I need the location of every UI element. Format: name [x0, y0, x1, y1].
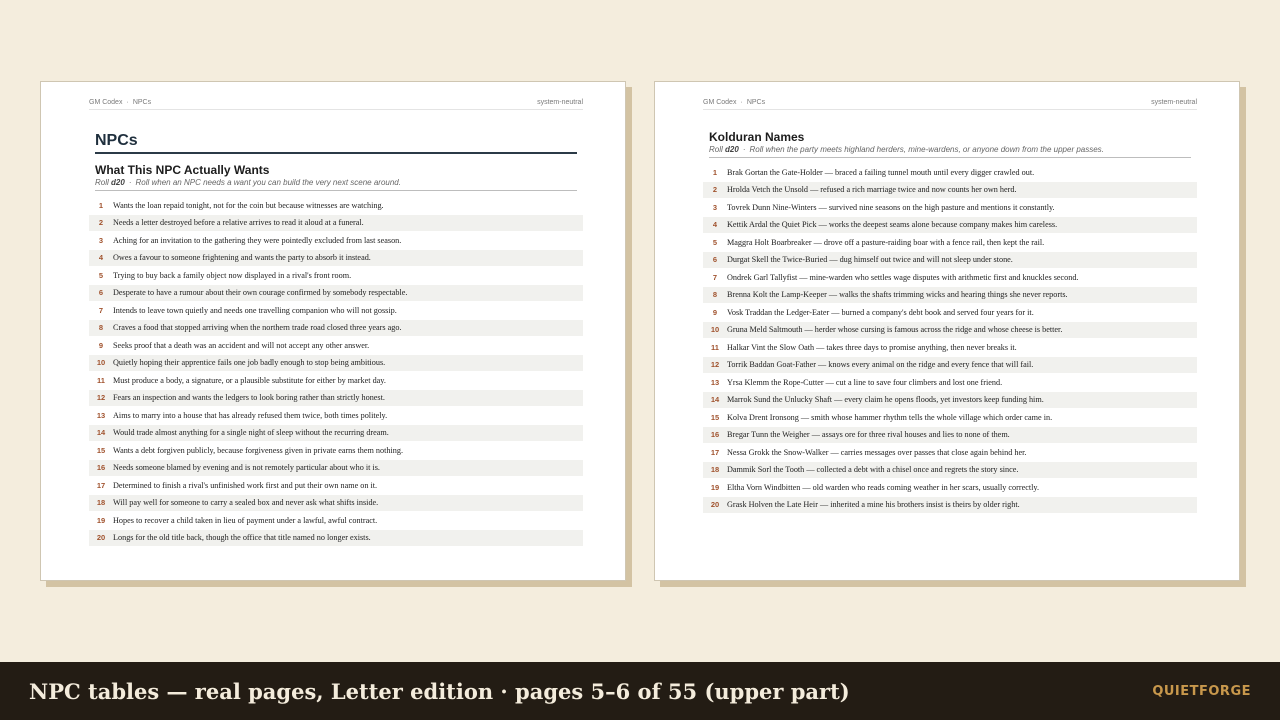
row-text: Kettik Ardal the Quiet Pick — works the deepest seams alone because company makes him careless. [727, 220, 1058, 230]
row-text: Nessa Grokk the Snow-Walker — carries messages over passes that close again behind her. [727, 447, 1027, 457]
row-number: 6 [712, 255, 718, 265]
table-row [703, 182, 1197, 200]
running-head-section: NPCs [132, 99, 152, 106]
row-number: 3 [712, 202, 718, 212]
row-number: 17 [710, 447, 720, 457]
table-row [89, 232, 583, 250]
row-text: Longs for the old title back, though the office that title named no longer exists. [113, 533, 371, 543]
row-number: 4 [712, 220, 718, 230]
table-row [703, 479, 1197, 497]
row-number: 15 [710, 412, 720, 422]
row-text: Must produce a body, a signature, or a plausible substitute for either by market day. [113, 375, 386, 385]
row-number: 9 [98, 340, 104, 350]
table-row [89, 460, 583, 478]
left-running-head [89, 99, 583, 110]
table-row [703, 217, 1197, 235]
row-number: 1 [712, 167, 718, 177]
row-text: Would trade almost anything for a single night of sleep without the recurring dream. [113, 428, 389, 438]
table-row [89, 197, 583, 215]
row-text: Wants a debt forgiven publicly, because forgiveness given in private earns them nothing. [113, 445, 403, 455]
running-head-tag: system-neutral [1151, 99, 1197, 106]
table-row [89, 355, 583, 373]
left-page [40, 81, 626, 581]
row-text: Brenna Kolt the Lamp-Keeper — walks the shafts trimming wicks and hearing things she never reports. [727, 290, 1068, 300]
die-label: d20 [725, 145, 739, 154]
caption-text: NPC tables — real pages, Letter edition · pages 5–6 of 55 (upper part) [29, 678, 850, 704]
table-row [703, 252, 1197, 270]
row-number: 12 [96, 393, 106, 403]
die-label: d20 [111, 178, 125, 187]
right-running-head [703, 99, 1197, 110]
row-number: 18 [96, 498, 106, 508]
row-text: Wants the loan repaid tonight, not for the coin but because witnesses are watching. [113, 200, 384, 210]
table-row [89, 337, 583, 355]
table-row [703, 392, 1197, 410]
row-text: Kolva Drent Ironsong — smith whose hammer rhythm tells the whole village which order came in. [727, 412, 1053, 422]
row-number: 1 [98, 200, 104, 210]
row-number: 12 [710, 360, 720, 370]
row-number: 16 [96, 463, 106, 473]
row-number: 11 [97, 375, 105, 385]
row-number: 11 [711, 342, 719, 352]
row-number: 18 [710, 465, 720, 475]
table-row [703, 322, 1197, 340]
row-number: 4 [98, 253, 104, 263]
table-row [703, 269, 1197, 287]
table-row [703, 234, 1197, 252]
row-text: Yrsa Klemm the Rope-Cutter — cut a line to save four climbers and lost one friend. [727, 377, 1003, 387]
row-number: 9 [712, 307, 718, 317]
table-row [703, 497, 1197, 515]
table-row [89, 512, 583, 530]
row-number: 3 [98, 235, 104, 245]
roll-label: Roll [709, 145, 723, 154]
table-row [89, 267, 583, 285]
row-number: 14 [96, 428, 106, 438]
table-row [89, 425, 583, 443]
row-text: Aching for an invitation to the gathering they were pointedly excluded from last season. [113, 235, 402, 245]
row-text: Maggra Holt Boarbreaker — drove off a pasture-raiding boar with a fence rail, then kept the rail. [727, 237, 1045, 247]
left-table-rows [89, 197, 583, 547]
row-text: Tovrek Dunn Nine-Winters — survived nine seasons on the high pasture and mentions it constantly. [727, 202, 1055, 212]
row-text: Hrolda Vetch the Unsold — refused a rich marriage twice and now counts her own herd. [727, 185, 1017, 195]
table-row [703, 304, 1197, 322]
left-table-title: What This NPC Actually Wants [95, 163, 270, 177]
row-number: 2 [712, 185, 718, 195]
row-text: Bregar Tunn the Weigher — assays ore for three rival houses and lies to none of them. [727, 430, 1010, 440]
row-text: Intends to leave town quietly and needs one travelling companion who will not gossip. [113, 305, 397, 315]
row-number: 8 [98, 323, 104, 333]
row-text: Desperate to have a rumour about their own courage confirmed by somebody respectable. [113, 288, 408, 298]
row-text: Owes a favour to someone frightening and wants the party to absorb it instead. [113, 253, 371, 263]
brand-logo: QUIETFORGE [1152, 683, 1251, 699]
table-row [703, 462, 1197, 480]
table-row [89, 320, 583, 338]
table-row [89, 442, 583, 460]
table-row [89, 477, 583, 495]
row-number: 17 [96, 480, 106, 490]
instruction-text: Roll when an NPC needs a want you can build the very next scene around. [135, 178, 401, 187]
table-row [703, 444, 1197, 462]
row-text: Durgat Skell the Twice-Buried — dug himself out twice and will not sleep under stone. [727, 255, 1013, 265]
row-text: Aims to marry into a house that has already refused them twice, both times politely. [113, 410, 388, 420]
chapter-title: NPCs [95, 132, 577, 154]
running-head-book: GM Codex [89, 99, 123, 106]
table-row [89, 285, 583, 303]
row-text: Grask Holven the Late Heir — inherited a mine his brothers insist is theirs by older right. [727, 500, 1020, 510]
row-number: 10 [710, 325, 720, 335]
table-row [89, 215, 583, 233]
right-table-title: Kolduran Names [709, 130, 805, 144]
table-row [89, 530, 583, 548]
row-text: Determined to finish a rival's unfinished work first and put their own name on it. [113, 480, 378, 490]
running-head-section: NPCs [746, 99, 766, 106]
table-row [89, 302, 583, 320]
right-page [654, 81, 1240, 581]
row-number: 16 [710, 430, 720, 440]
table-row [89, 372, 583, 390]
row-text: Fears an inspection and wants the ledgers to look boring rather than strictly honest. [113, 393, 385, 403]
row-number: 13 [710, 377, 720, 387]
row-number: 20 [710, 500, 720, 510]
table-row [703, 164, 1197, 182]
row-text: Seeks proof that a death was an accident and will not accept any other answer. [113, 340, 370, 350]
row-number: 2 [98, 218, 104, 228]
table-row [703, 409, 1197, 427]
table-row [703, 287, 1197, 305]
right-table-rows [703, 164, 1197, 514]
row-number: 14 [710, 395, 720, 405]
row-number: 20 [96, 533, 106, 543]
running-head-book: GM Codex [703, 99, 737, 106]
table-row [703, 374, 1197, 392]
row-text: Dammik Sorl the Tooth — collected a debt with a chisel once and regrets the story since. [727, 465, 1019, 475]
left-table-instruction: Roll d20 · Roll when an NPC needs a want you can build the very next scene around. [95, 178, 577, 191]
table-row [89, 495, 583, 513]
row-text: Torrik Baddan Goat-Father — knows every animal on the ridge and every fence that will fail. [727, 360, 1034, 370]
row-number: 19 [710, 482, 720, 492]
caption-bar [0, 662, 1280, 720]
row-text: Needs someone blamed by evening and is not remotely particular about who it is. [113, 463, 380, 473]
running-head-tag: system-neutral [537, 99, 583, 106]
table-row [703, 357, 1197, 375]
table-row [703, 427, 1197, 445]
row-number: 5 [98, 270, 104, 280]
row-text: Craves a food that stopped arriving when the northern trade road closed three years ago. [113, 323, 402, 333]
row-number: 15 [96, 445, 106, 455]
right-table-instruction: Roll d20 · Roll when the party meets highland herders, mine-wardens, or anyone down from the upper passes. [709, 145, 1191, 158]
roll-label: Roll [95, 178, 109, 187]
row-text: Marrok Sund the Unlucky Shaft — every claim he opens floods, yet investors keep funding him. [727, 395, 1044, 405]
running-head-breadcrumb: GM Codex · NPCs [703, 99, 766, 106]
row-number: 13 [96, 410, 106, 420]
row-text: Eltha Vorn Windbitten — old warden who reads coming weather in her scars, usually correctly. [727, 482, 1039, 492]
row-text: Vosk Traddan the Ledger-Eater — burned a company's debt book and served four years for it. [727, 307, 1034, 317]
row-text: Hopes to recover a child taken in lieu of payment under a lawful, awful contract. [113, 515, 378, 525]
row-number: 8 [712, 290, 718, 300]
row-number: 19 [96, 515, 106, 525]
row-text: Trying to buy back a family object now displayed in a rival's front room. [113, 270, 352, 280]
instruction-text: Roll when the party meets highland herders, mine-wardens, or anyone down from the upper passes. [749, 145, 1104, 154]
table-row [703, 199, 1197, 217]
row-text: Quietly hoping their apprentice fails one job badly enough to stop being ambitious. [113, 358, 386, 368]
table-row [89, 407, 583, 425]
row-number: 7 [712, 272, 718, 282]
row-text: Needs a letter destroyed before a relative arrives to read it aloud at a funeral. [113, 218, 364, 228]
row-text: Ondrek Garl Tallyfist — mine-warden who settles wage disputes with arithmetic first and knuckles second. [727, 272, 1079, 282]
row-text: Brak Gortan the Gate-Holder — braced a failing tunnel mouth until every digger crawled out. [727, 167, 1035, 177]
row-text: Gruna Meld Saltmouth — herder whose cursing is famous across the ridge and whose cheese is better. [727, 325, 1063, 335]
row-text: Will pay well for someone to carry a sealed box and never ask what shifts inside. [113, 498, 379, 508]
row-number: 5 [712, 237, 718, 247]
row-number: 6 [98, 288, 104, 298]
table-row [89, 250, 583, 268]
row-number: 7 [98, 305, 104, 315]
table-row [703, 339, 1197, 357]
row-text: Halkar Vint the Slow Oath — takes three days to promise anything, then never breaks it. [727, 342, 1017, 352]
running-head-breadcrumb: GM Codex · NPCs [89, 99, 152, 106]
row-number: 10 [96, 358, 106, 368]
table-row [89, 390, 583, 408]
